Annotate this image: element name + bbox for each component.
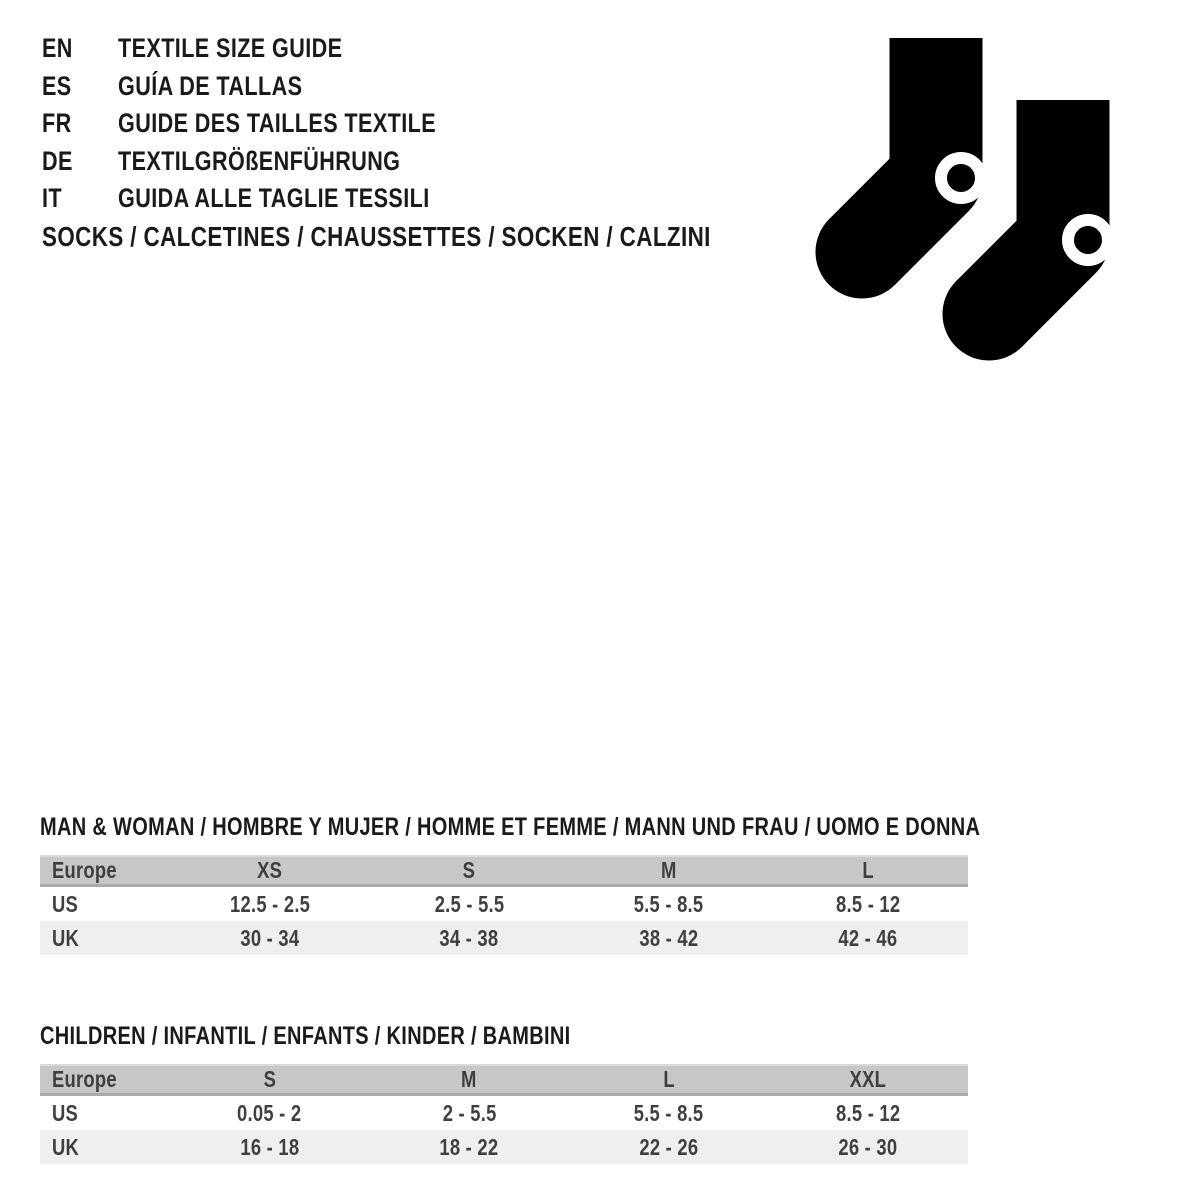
language-code: EN [42, 33, 73, 64]
language-title: GUIDA ALLE TAGLIE TESSILI [118, 183, 430, 214]
language-row-es [42, 68, 516, 106]
table-row-us [40, 1095, 968, 1131]
row-label: UK [40, 1130, 170, 1164]
language-row-it [42, 180, 516, 218]
column-header-size: XXL [768, 1065, 968, 1095]
size-table [40, 1064, 968, 1164]
language-title: GUIDE DES TAILLES TEXTILE [118, 108, 437, 139]
language-row-de [42, 143, 516, 181]
language-title: GUÍA DE TALLAS [118, 70, 303, 101]
size-table [40, 855, 968, 955]
size-cell: 26 - 30 [768, 1130, 968, 1164]
size-cell: 2 - 5.5 [369, 1095, 569, 1131]
table-header-row [40, 856, 968, 886]
size-cell: 2.5 - 5.5 [369, 886, 569, 922]
size-cell: 22 - 26 [569, 1130, 769, 1164]
language-list [42, 30, 516, 218]
size-cell: 38 - 42 [569, 921, 769, 955]
size-cell: 0.05 - 2 [170, 1095, 370, 1131]
row-label: US [40, 886, 170, 922]
row-label: US [40, 1095, 170, 1131]
table-title-children: CHILDREN / INFANTIL / ENFANTS / KINDER / BAMBINI [40, 1022, 571, 1050]
table-header-row [40, 1065, 968, 1095]
language-code: IT [42, 183, 62, 214]
size-cell: 18 - 22 [369, 1130, 569, 1164]
language-row-fr [42, 105, 516, 143]
size-cell: 8.5 - 12 [768, 1095, 968, 1131]
size-cell: 12.5 - 2.5 [170, 886, 370, 922]
table-title-adults: MAN & WOMAN / HOMBRE Y MUJER / HOMME ET FEMME / MANN UND FRAU / UOMO E DONNA [40, 813, 981, 841]
size-cell: 34 - 38 [369, 921, 569, 955]
language-row-en [42, 30, 516, 68]
column-header-size: M [369, 1065, 569, 1095]
size-cell: 5.5 - 8.5 [569, 886, 769, 922]
language-title: TEXTILE SIZE GUIDE [118, 33, 343, 64]
column-header-size: S [369, 856, 569, 886]
language-code: DE [42, 145, 73, 176]
size-table-children [40, 1021, 968, 1164]
column-header-region: Europe [40, 1065, 170, 1095]
row-label: UK [40, 921, 170, 955]
column-header-size: XS [170, 856, 370, 886]
column-header-size: S [170, 1065, 370, 1095]
column-header-size: L [569, 1065, 769, 1095]
table-row-us [40, 886, 968, 922]
column-header-size: M [569, 856, 769, 886]
language-code: FR [42, 108, 72, 139]
size-cell: 8.5 - 12 [768, 886, 968, 922]
language-title: TEXTILGRÖßENFÜHRUNG [118, 145, 401, 176]
size-cell: 30 - 34 [170, 921, 370, 955]
table-row-uk [40, 1130, 968, 1164]
socks-icon [814, 36, 1116, 364]
table-row-uk [40, 921, 968, 955]
category-line: SOCKS / CALCETINES / CHAUSSETTES / SOCKEN / CALZINI [42, 221, 711, 252]
size-cell: 5.5 - 8.5 [569, 1095, 769, 1131]
column-header-size: L [768, 856, 968, 886]
language-code: ES [42, 70, 72, 101]
size-cell: 42 - 46 [768, 921, 968, 955]
column-header-region: Europe [40, 856, 170, 886]
size-table-adults [40, 812, 981, 955]
sock-left-icon [816, 38, 982, 299]
size-cell: 16 - 18 [170, 1130, 370, 1164]
